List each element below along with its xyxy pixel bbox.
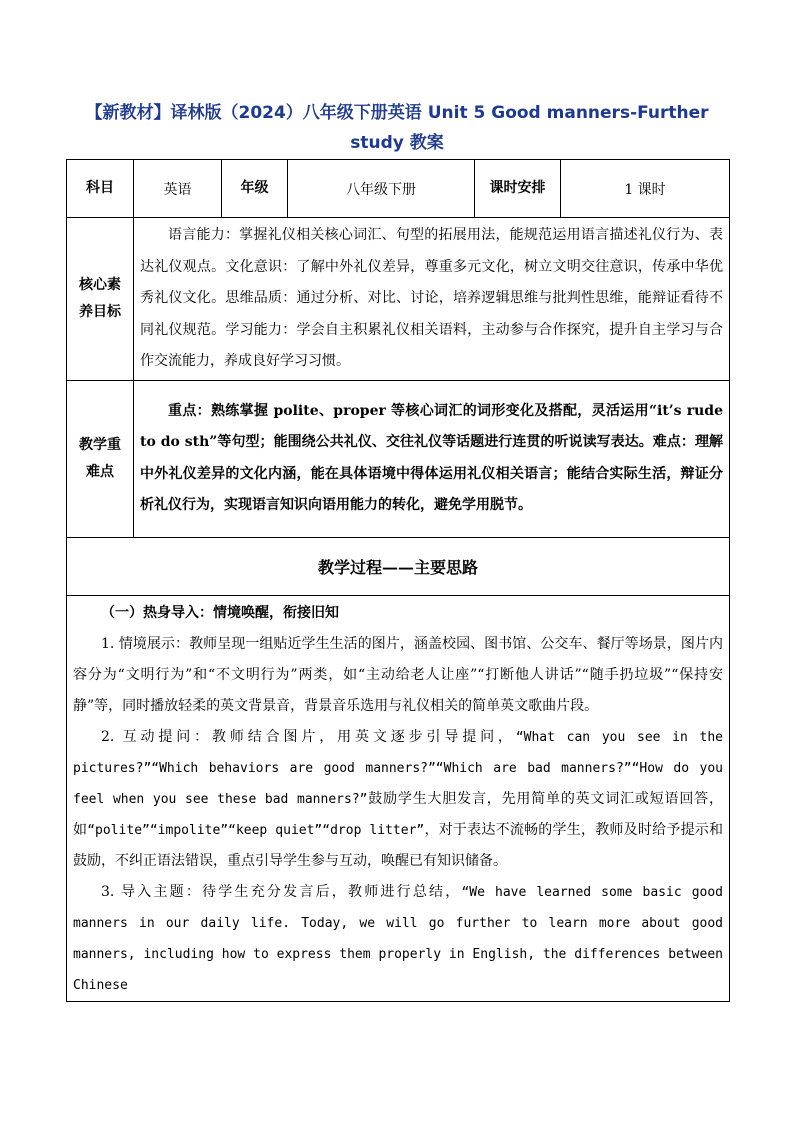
step-3-paragraph: [73, 877, 723, 1001]
step-2-middle: 鼓励学生大胆发言，先用简单的英文词汇或短语回答，如: [73, 790, 723, 838]
document-title: [66, 98, 728, 158]
key-points-cell: [134, 380, 730, 537]
subject-value: 英语: [134, 160, 222, 218]
key-points-label-line-2: 难点: [86, 463, 114, 480]
key-points-row: [67, 380, 730, 537]
goals-row: [67, 218, 730, 381]
step-2-phrases: “polite”“impolite”“keep quiet”“drop litter”: [87, 822, 425, 838]
process-body: [67, 595, 730, 1001]
process-heading: 教学过程——主要思路: [67, 537, 730, 595]
title-line-2: study 教案: [350, 133, 444, 153]
step-2-paragraph: [73, 722, 723, 877]
goals-cell: [134, 218, 730, 381]
period-label: 课时安排: [475, 160, 561, 218]
key-points-label: [67, 380, 134, 537]
step-2-lead: 2. 互动提问：教师结合图片，用英文逐步引导提问，: [101, 728, 516, 745]
goals-label: [67, 218, 134, 381]
step-2-tail: ，对于表达不流畅的学生，教师及时给予提示和鼓励，不纠正语法错误，重点引导学生参与互动，唤醒已有知识储备。: [73, 821, 724, 869]
grade-value: 八年级下册: [288, 160, 475, 218]
key-points-text: 重点：熟练掌握 polite、proper 等核心词汇的词形变化及搭配，灵活运用“it’s rude to do sth”等句型；能围绕公共礼仪、交往礼仪等话题进行连贯的听说读写表达。难点：理解中外礼仪差异的文化内涵，能在具体语境中得体运用礼仪相关语言；能结合实际生活，辩证分析礼仪行为，实现语言知识向语用能力的转化，避免学用脱节。: [140, 402, 723, 513]
info-row: [67, 160, 730, 218]
goals-text: 语言能力：掌握礼仪相关核心词汇、句型的拓展用法，能规范运用语言描述礼仪行为、表达礼仪观点。文化意识：了解中外礼仪差异，尊重多元文化，树立文明交往意识，传承中华优秀礼仪文化。思维品质：通过分析、对比、讨论，培养逻辑思维与批判性思维，能辩证看待不同礼仪规范。学习能力：学会自主积累礼仪相关语料，主动参与合作探究，提升自主学习与合作交流能力，养成良好学习习惯。: [140, 227, 723, 369]
key-points-label-line-1: 教学重: [79, 436, 121, 453]
section-title: （一）热身导入：情境唤醒，衔接旧知: [101, 604, 339, 621]
goals-label-line-1: 核心素: [79, 276, 121, 293]
step-1-text: 1. 情境展示：教师呈现一组贴近学生生活的图片，涵盖校园、图书馆、公交车、餐厅等场景，图片内容分为“文明行为”和“不文明行为”两类，如“主动给老人让座”“打断他人讲话”“随手扔垃圾”“保持安静”等，同时播放轻柔的英文背景音，背景音乐选用与礼仪相关的简单英文歌曲片段。: [73, 635, 723, 714]
process-body-row: [67, 595, 730, 1001]
title-line-1: 【新教材】译林版（2024）八年级下册英语 Unit 5 Good manners-Further: [85, 103, 709, 123]
step-3-quote: “We have learned some basic good manners in our daily life. Today, we will go further to learn more about good manners, including how to express them properly in English, the differences between Chinese: [73, 884, 723, 993]
period-value: 1 课时: [561, 160, 730, 218]
step-3-lead: 3. 导入主题：待学生充分发言后，教师进行总结，: [101, 883, 462, 900]
lesson-plan-table: [66, 159, 730, 1002]
goals-label-line-2: 养目标: [79, 303, 121, 320]
process-heading-row: [67, 537, 730, 595]
step-2-questions: “What can you see in the pictures?”“Which behaviors are good manners?”“Which are bad manners?”“How do you feel when you see these bad manners?”: [73, 729, 723, 807]
subject-label: 科目: [67, 160, 134, 218]
grade-label: 年级: [222, 160, 288, 218]
